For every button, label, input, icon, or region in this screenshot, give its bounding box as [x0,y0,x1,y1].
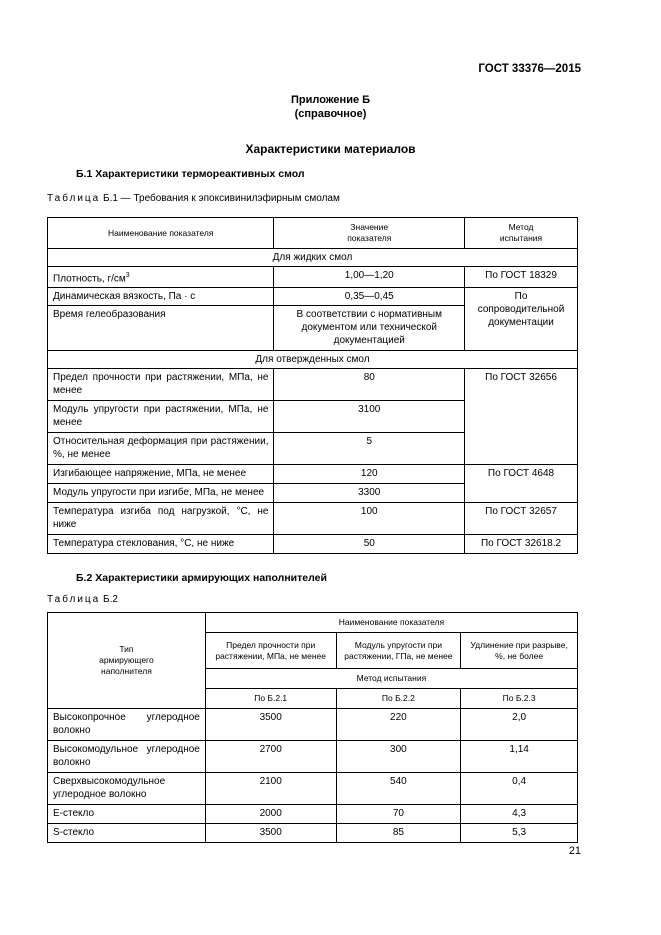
row-method: По ГОСТ 18329 [465,267,578,288]
row-modulus: 70 [336,805,461,824]
row-elongation: 5,3 [461,824,578,843]
row-value: 3300 [274,484,465,503]
row-name: Динамическая вязкость, Па · с [48,288,274,306]
row-name: Температура изгиба под нагрузкой, °С, не ниже [48,503,274,535]
row-strength: 2700 [205,741,336,773]
row-name: Модуль упругости при изгибе, МПа, не менее [48,484,274,503]
row-elongation: 0,4 [461,773,578,805]
annex-heading [0,93,661,121]
document-code: ГОСТ 33376—2015 [478,63,581,75]
row-value: 1,00—1,20 [274,267,465,288]
b1-heading: Б.1 Характеристики термореактивных смол [76,168,305,180]
col-header-strength: Предел прочности при растяжении, МПа, не менее [205,633,336,669]
row-type: Высокомодульное углеродное волокно [48,741,206,773]
row-strength: 2100 [205,773,336,805]
row-type: Сверхвысокомодульное углеродное волокно [48,773,206,805]
row-modulus: 220 [336,709,461,741]
method-ref: По Б.2.2 [336,689,461,709]
method-ref: По Б.2.1 [205,689,336,709]
row-value: 50 [274,535,465,554]
row-modulus: 540 [336,773,461,805]
row-name: Температура стеклования, °С, не ниже [48,535,274,554]
method-ref: По Б.2.3 [461,689,578,709]
row-method: По ГОСТ 32656 [465,369,578,465]
col-header-name: Наименование показателя [48,218,274,249]
table-b1 [47,217,578,554]
col-header-indicator: Наименование показателя [205,613,577,633]
table-b2 [47,612,578,843]
row-method: По ГОСТ 4648 [465,465,578,503]
row-name [48,267,274,288]
row-name: Предел прочности при растяжении, МПа, не менее [48,369,274,401]
row-elongation: 4,3 [461,805,578,824]
section-title: Характеристики материалов [245,142,416,156]
row-strength: 3500 [205,709,336,741]
row-strength: 3500 [205,824,336,843]
b2-heading: Б.2 Характеристики армирующих наполнителей [76,572,327,584]
col-header-elongation: Удлинение при разрыве, %, не более [461,633,578,669]
col-header-modulus: Модуль упругости при растяжении, ГПа, не менее [336,633,461,669]
row-name: Время гелеобразования [48,306,274,351]
row-value: 100 [274,503,465,535]
row-value: 3100 [274,401,465,433]
row-name-text: Плотность, г/см [53,273,126,285]
caption-text: Б.2 [103,594,118,605]
row-method: По сопроводительной документации [465,288,578,351]
row-modulus: 300 [336,741,461,773]
table-b2-caption [47,594,118,605]
row-type: Высокопрочное углеродное волокно [48,709,206,741]
row-value: 5 [274,433,465,465]
group-row: Для отвержденных смол [48,351,578,369]
row-name: Изгибающее напряжение, МПа, не менее [48,465,274,484]
row-value: 0,35—0,45 [274,288,465,306]
caption-prefix: Таблица [47,193,101,204]
col-header-method: Метод испытания [465,218,578,249]
unit-superscript: 3 [125,272,130,279]
caption-prefix: Таблица [47,594,101,605]
row-value: В соответствии с нормативным документом или технической документацией [274,306,465,351]
caption-text: Б.1 — Требования к эпоксивинилэфирным смолам [103,193,340,204]
col-header-type: Тип армирующего наполнителя [48,613,206,709]
row-modulus: 85 [336,824,461,843]
col-header-method: Метод испытания [205,669,577,689]
row-name: Модуль упругости при растяжении, МПа, не менее [48,401,274,433]
col-header-value: Значение показателя [274,218,465,249]
annex-title: Приложение Б [290,94,371,106]
row-elongation: 2,0 [461,709,578,741]
row-name: Относительная деформация при растяжении, %, не менее [48,433,274,465]
row-elongation: 1,14 [461,741,578,773]
row-type: Е-стекло [48,805,206,824]
group-row: Для жидких смол [48,249,578,267]
row-value: 80 [274,369,465,401]
table-b1-caption [47,193,340,204]
row-method: По ГОСТ 32657 [465,503,578,535]
annex-subtitle: (справочное) [294,108,367,120]
row-value: 120 [274,465,465,484]
row-method: По ГОСТ 32618.2 [465,535,578,554]
page-number: 21 [568,845,581,857]
row-type: S-стекло [48,824,206,843]
row-strength: 2000 [205,805,336,824]
